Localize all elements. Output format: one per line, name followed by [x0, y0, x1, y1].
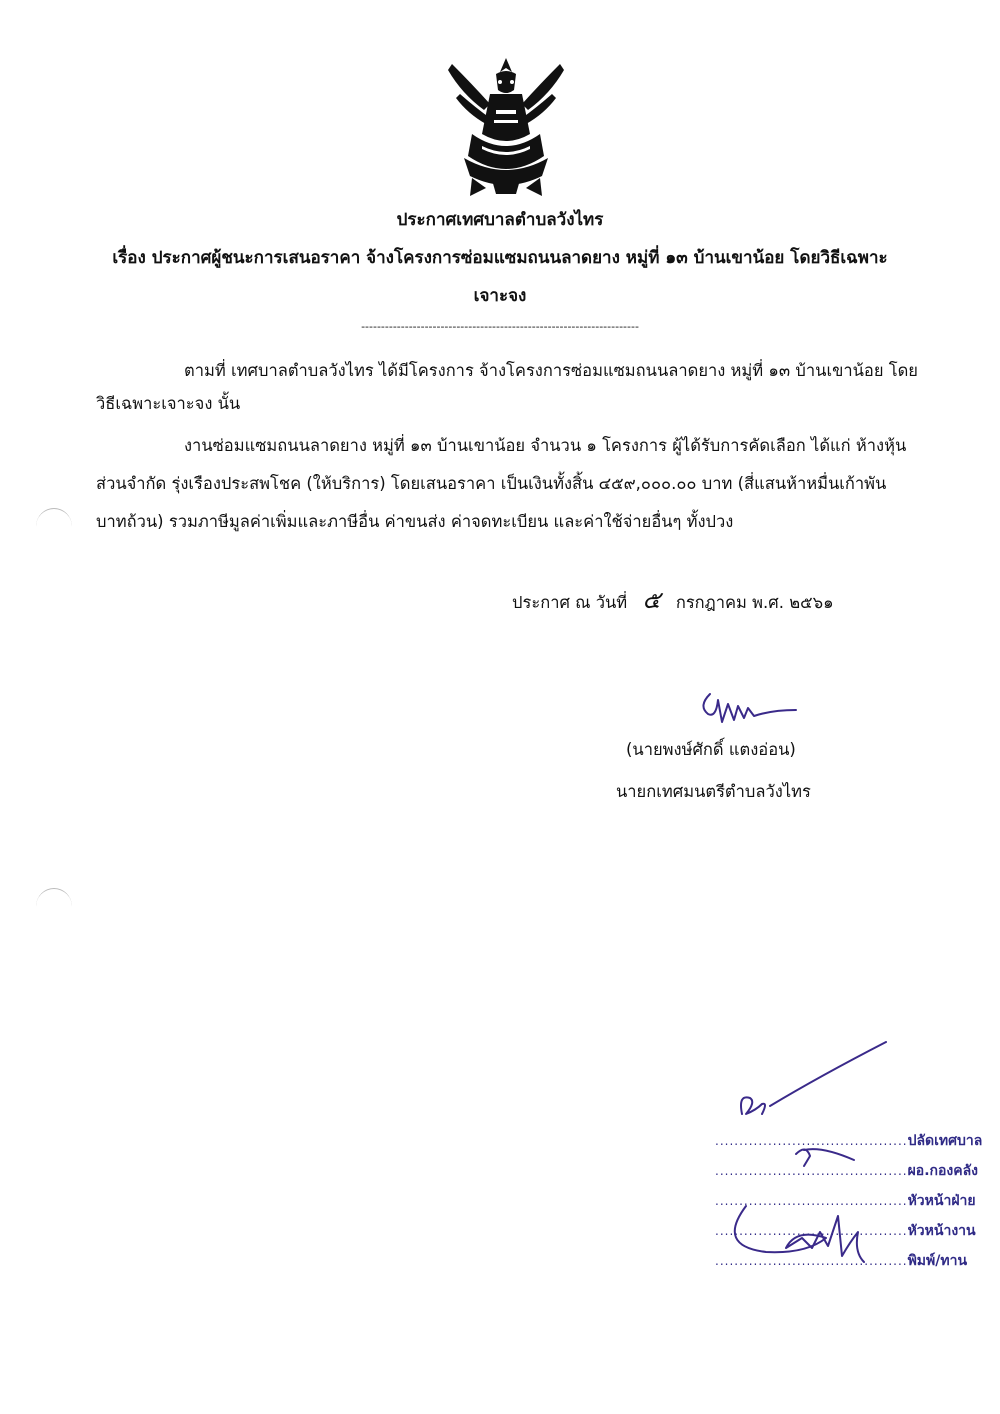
document-title: ประกาศเทศบาลตำบลวังไทร: [396, 210, 604, 230]
stamp-row-1: ........................................ปลัดเทศบาล: [715, 1133, 983, 1149]
announce-day: ๕: [642, 586, 661, 614]
announce-date: [512, 580, 834, 619]
stamp-row-4: ........................................หัวหน้างาน: [715, 1223, 976, 1239]
signatory-position: นายกเทศมนตรีตำบลวังไทร: [616, 782, 811, 801]
paragraph-2-line-2: ส่วนจำกัด รุ่งเรืองประสพโชค (ให้บริการ) โดยเสนอราคา เป็นเงินทั้งสิ้น ๔๕๙,๐๐๐.๐๐ บาท (สี่แสนห้าหมื่นเก้าพัน: [96, 474, 887, 493]
stamp-row-3: ........................................หัวหน้าฝ่าย: [715, 1193, 976, 1209]
stamp-row-2: ........................................ผอ.กองคลัง: [715, 1163, 979, 1179]
garuda-emblem-icon: [442, 54, 570, 204]
hole-punch-mark: [36, 508, 72, 545]
mayor-signature: [692, 684, 802, 724]
approval-signature-1: [730, 1040, 890, 1120]
divider-rule: ----------------------------------------------------------------------: [361, 320, 639, 333]
subject-line: เรื่อง ประกาศผู้ชนะการเสนอราคา จ้างโครงการซ่อมแซมถนนลาดยาง หมู่ที่ ๑๓ บ้านเขาน้อย โดยวิธีเฉพาะ: [112, 248, 888, 268]
announce-prefix: ประกาศ ณ วันที่: [512, 593, 628, 612]
signatory-name: (นายพงษ์ศักดิ์ แตงอ่อน): [626, 740, 796, 759]
paragraph-1-line-2: วิธีเฉพาะเจาะจง นั้น: [96, 394, 241, 413]
hole-punch-mark: [36, 888, 72, 925]
subject-line-continued: เจาะจง: [473, 286, 527, 306]
paragraph-1-line-1: ตามที่ เทศบาลตำบลวังไทร ได้มีโครงการ จ้างโครงการซ่อมแซมถนนลาดยาง หมู่ที่ ๑๓ บ้านเขาน้อย โดย: [184, 361, 918, 380]
paragraph-2-line-3: บาทถ้วน) รวมภาษีมูลค่าเพิ่มและภาษีอื่น ค่าขนส่ง ค่าจดทะเบียน และค่าใช้จ่ายอื่นๆ ทั้งปวง: [96, 512, 734, 531]
announce-month-year: กรกฎาคม พ.ศ. ๒๕๖๑: [675, 593, 834, 612]
paragraph-2-line-1: งานซ่อมแซมถนนลาดยาง หมู่ที่ ๑๓ บ้านเขาน้อย จำนวน ๑ โครงการ ผู้ได้รับการคัดเลือก ได้แก่ ห้างหุ้น: [184, 436, 907, 455]
stamp-row-5: ........................................พิมพ์/ทาน: [715, 1253, 968, 1269]
